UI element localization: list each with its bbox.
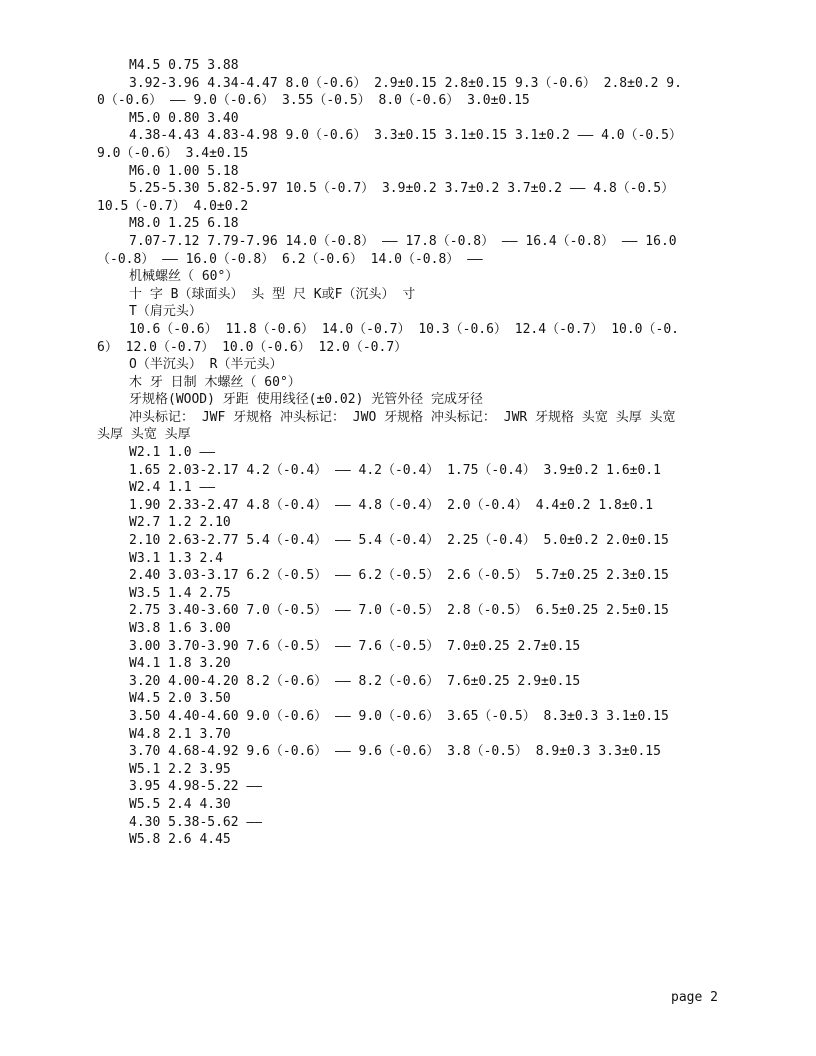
text-line: 冲头标记： JWF 牙规格 冲头标记： JWO 牙规格 冲头标记： JWR 牙规格 头宽 头厚 头宽 头厚 头宽 头厚: [97, 409, 684, 443]
text-line: 3.50 4.40-4.60 9.0（-0.6） —— 9.0（-0.6） 3.65（-0.5） 8.3±0.3 3.1±0.15: [129, 708, 669, 724]
text-line: 3.00 3.70-3.90 7.6（-0.5） —— 7.6（-0.5） 7.0±0.25 2.7±0.15: [129, 638, 581, 654]
text-line: W5.8 2.6 4.45: [129, 832, 231, 848]
text-line: 牙规格(WOOD) 牙距 使用线径(±0.02) 光管外径 完成牙径: [129, 392, 484, 408]
text-line: 2.10 2.63-2.77 5.4（-0.4） —— 5.4（-0.4） 2.25（-0.4） 5.0±0.2 2.0±0.15: [129, 533, 669, 549]
text-line: M8.0 1.25 6.18: [129, 216, 239, 232]
text-line: W4.5 2.0 3.50: [129, 691, 231, 707]
text-line: W3.1 1.3 2.4: [129, 550, 223, 566]
text-line: W4.1 1.8 3.20: [129, 656, 231, 672]
text-line: 机械螺丝（ 60°）: [129, 269, 239, 285]
text-line: W5.1 2.2 3.95: [129, 761, 231, 777]
text-line: W2.1 1.0 ——: [129, 445, 216, 461]
text-line: 3.70 4.68-4.92 9.6（-0.6） —— 9.6（-0.6） 3.8（-0.5） 8.9±0.3 3.3±0.15: [129, 744, 661, 760]
text-line: 2.40 3.03-3.17 6.2（-0.5） —— 6.2（-0.5） 2.6（-0.5） 5.7±0.25 2.3±0.15: [129, 568, 669, 584]
text-line: W5.5 2.4 4.30: [129, 796, 231, 812]
text-line: M5.0 0.80 3.40: [129, 110, 239, 126]
text-line: M4.5 0.75 3.88: [129, 58, 239, 73]
text-line: 3.95 4.98-5.22 ——: [129, 779, 263, 795]
text-line: W2.4 1.1 ——: [129, 480, 216, 496]
text-line: 4.38-4.43 4.83-4.98 9.0（-0.6） 3.3±0.15 3.1±0.15 3.1±0.2 —— 4.0（-0.5） 9.0（-0.6） 3.4±0.15: [97, 128, 690, 161]
text-line: W3.5 1.4 2.75: [129, 585, 231, 601]
text-line: M6.0 1.00 5.18: [129, 163, 239, 179]
text-line: 十 字 B（球面头） 头 型 尺 K或F（沉头） 寸: [129, 286, 416, 302]
text-line: 10.6（-0.6） 11.8（-0.6） 14.0（-0.7） 10.3（-0.6） 12.4（-0.7） 10.0（-0.6） 12.0（-0.7） 10.0（-0.6） 12.0（-0.7）: [97, 321, 679, 355]
text-line: O（半沉头） R（半元头）: [129, 357, 283, 373]
text-line: W2.7 1.2 2.10: [129, 515, 231, 531]
text-body: [97, 57, 690, 849]
page-number: page 2: [671, 990, 718, 1005]
text-line: 5.25-5.30 5.82-5.97 10.5（-0.7） 3.9±0.2 3.7±0.2 3.7±0.2 —— 4.8（-0.5） 10.5（-0.7） 4.0±0.2: [97, 181, 682, 214]
text-line: 3.20 4.00-4.20 8.2（-0.6） —— 8.2（-0.6） 7.6±0.25 2.9±0.15: [129, 673, 581, 689]
text-line: 1.90 2.33-2.47 4.8（-0.4） —— 4.8（-0.4） 2.0（-0.4） 4.4±0.2 1.8±0.1: [129, 497, 654, 513]
text-line: 4.30 5.38-5.62 ——: [129, 814, 263, 830]
text-line: 7.07-7.12 7.79-7.96 14.0（-0.8） —— 17.8（-0.8） —— 16.4（-0.8） —— 16.0（-0.8） —— 16.0（-0.8） 6.2（-0.6） 14.0（-0.8） ——: [97, 233, 677, 267]
text-line: 2.75 3.40-3.60 7.0（-0.5） —— 7.0（-0.5） 2.8（-0.5） 6.5±0.25 2.5±0.15: [129, 603, 669, 619]
text-line: T（肩元头）: [129, 304, 202, 320]
text-line: W4.8 2.1 3.70: [129, 726, 231, 742]
text-line: 1.65 2.03-2.17 4.2（-0.4） —— 4.2（-0.4） 1.75（-0.4） 3.9±0.2 1.6±0.1: [129, 462, 661, 478]
text-line: 3.92-3.96 4.34-4.47 8.0（-0.6） 2.9±0.15 2.8±0.15 9.3（-0.6） 2.8±0.2 9.0（-0.6） —— 9.0（-0.6） 3.55（-0.5） 8.0（-0.6） 3.0±0.15: [97, 75, 682, 109]
text-line: 木 牙 日制 木螺丝（ 60°）: [129, 374, 301, 390]
text-line: W3.8 1.6 3.00: [129, 621, 231, 636]
